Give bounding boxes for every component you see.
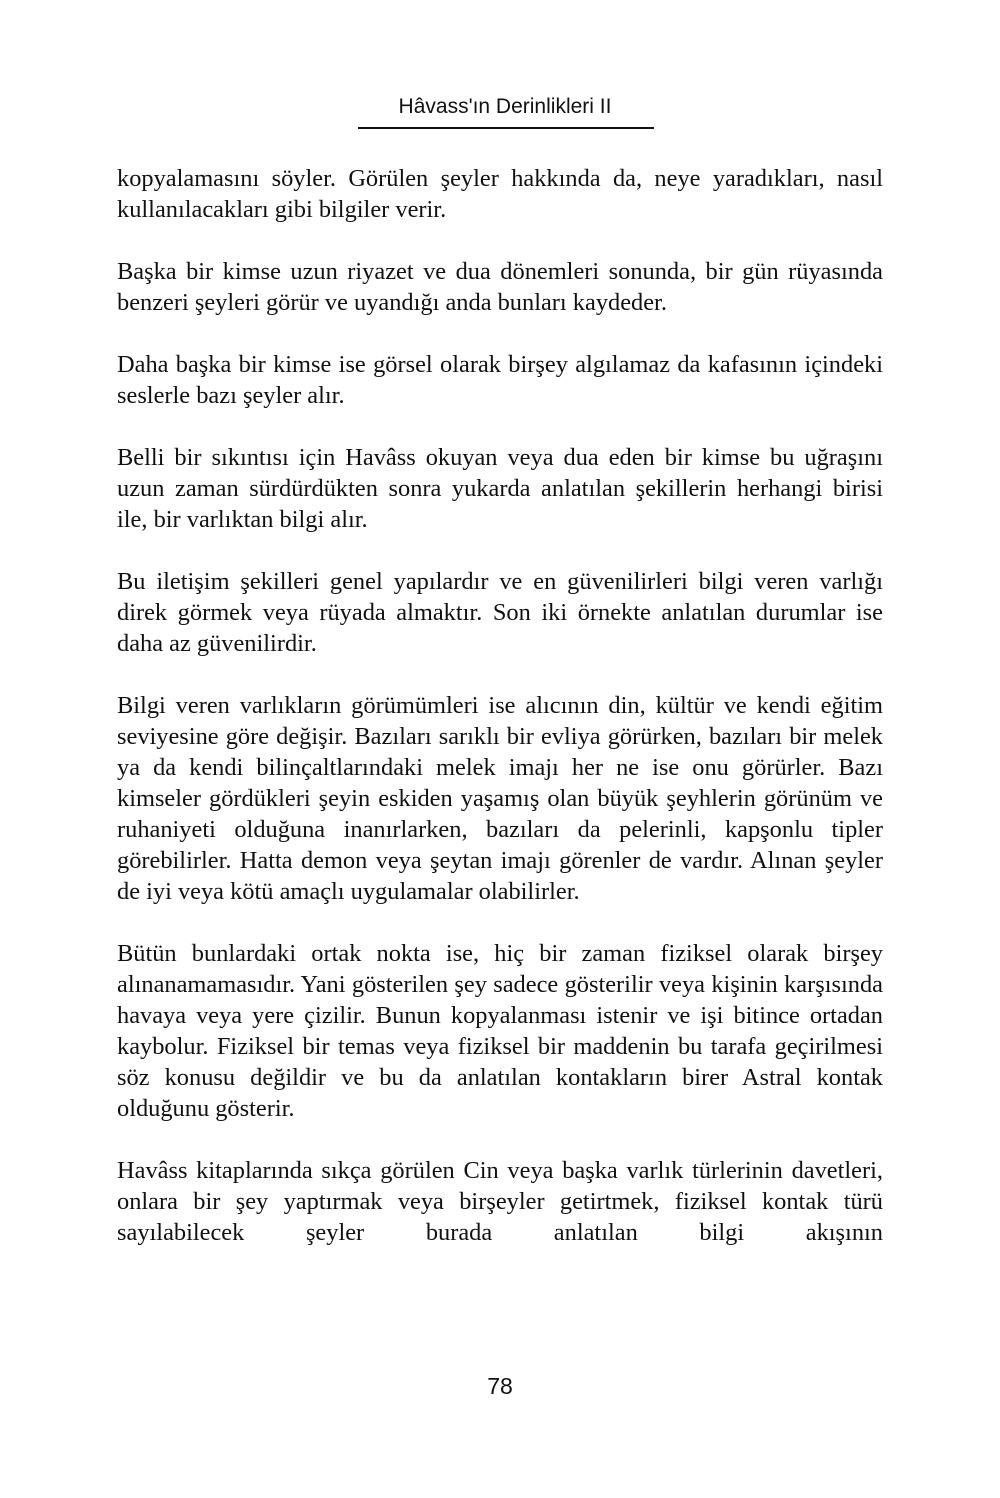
paragraph: kopyalamasını söyler. Görülen şeyler hakkında da, neye yaradıkları, nasıl kullanılacakları gibi bilgiler verir. (117, 165, 883, 223)
paragraph: Belli bir sıkıntısı için Havâss okuyan veya dua eden bir kimse bu uğraşını uzun zaman sürdürdükten sonra yukarda anlatılan şekillerin herhangi birisi ile, bir varlıktan bilgi alır. (117, 444, 883, 533)
body-text (117, 163, 883, 1248)
paragraph: Bu iletişim şekilleri genel yapılardır ve en güvenilirleri bilgi veren varlığı direk görmek veya rüyada almaktır. Son iki örnekte anlatılan durumlar ise daha az güvenilirdir. (117, 568, 883, 657)
book-title: Hâvass'ın Derinlikleri II (398, 95, 612, 118)
paragraph: Başka bir kimse uzun riyazet ve dua dönemleri sonunda, bir gün rüyasında benzeri şeyleri görür ve uyandığı anda bunları kaydeder. (117, 258, 883, 316)
paragraph-continued: Havâss kitaplarında sıkça görülen Cin veya başka varlık türlerinin davetleri, onlara bir şey yaptırmak veya birşeyler getirtmek, fiziksel kontak türü sayılabilecek şeyler burada anlatılan bilgi akışının (117, 1157, 883, 1246)
page-number: 78 (487, 1373, 513, 1399)
paragraph: Daha başka bir kimse ise görsel olarak birşey algılamaz da kafasının içindeki seslerle bazı şeyler alır. (117, 351, 883, 409)
running-header (0, 94, 1000, 120)
paragraph: Bilgi veren varlıkların görümümleri ise alıcının din, kültür ve kendi eğitim seviyesine göre değişir. Bazıları sarıklı bir evliya görürken, bazıları bir melek ya da kendi bilinçaltlarındaki melek imajı her ne ise onu görürler. Bazı kimseler gördükleri şeyin eskiden yaşamış olan büyük şeyhlerin görünüm ve ruhaniyeti olduğuna inanırlarken, bazıları da pelerinli, kapşonlu tipler görebilirler. Hatta demon veya şeytan imajı görenler de vardır. Alınan şeyler de iyi veya kötü amaçlı uygulamalar olabilirler. (117, 692, 883, 905)
paragraph: Bütün bunlardaki ortak nokta ise, hiç bir zaman fiziksel olarak birşey alınanamamasıdır. Yani gösterilen şey sadece gösterilir veya kişinin karşısında havaya veya yere çizilir. Bunun kopyalanması istenir ve işi bitince ortadan kaybolur. Fiziksel bir temas veya fiziksel bir maddenin bu tarafa geçirilmesi söz konusu değildir ve bu da anlatılan kontakların birer Astral kontak olduğunu gösterir. (117, 940, 883, 1122)
header-divider (358, 127, 654, 129)
